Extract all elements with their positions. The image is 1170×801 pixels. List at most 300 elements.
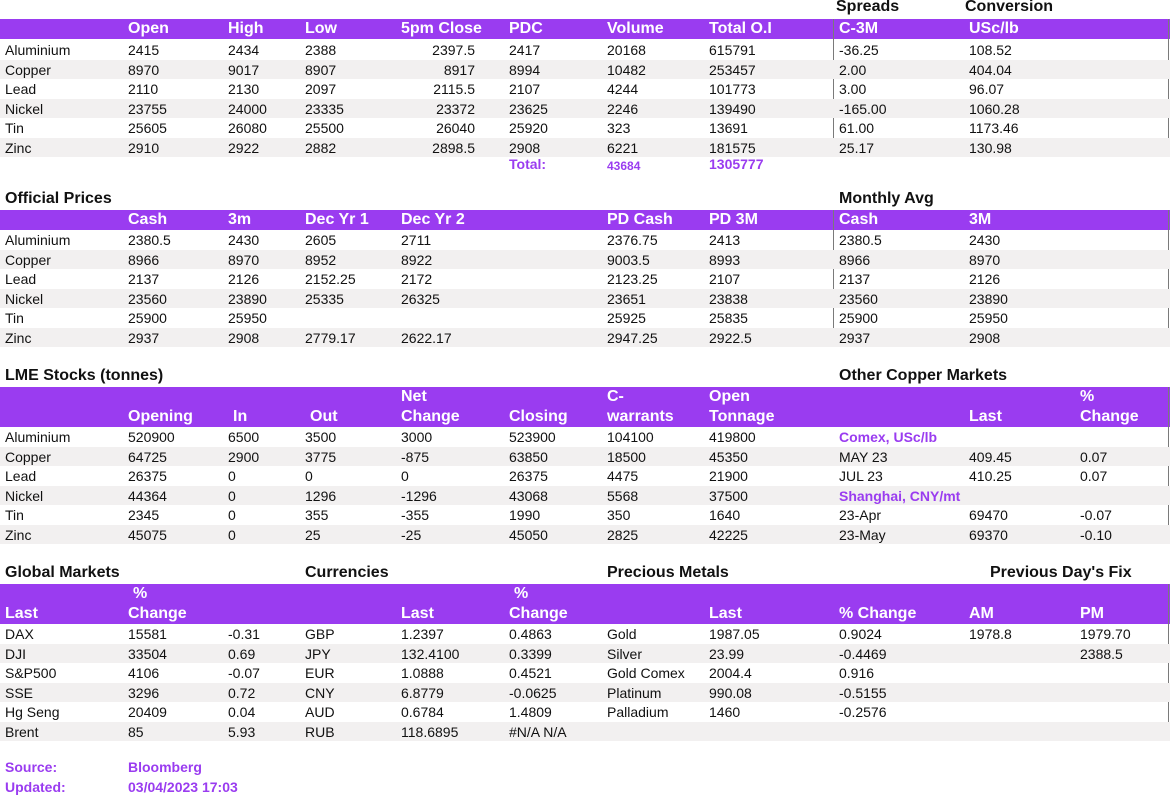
cash-price: 25900 xyxy=(128,310,167,326)
currency-name: CNY xyxy=(305,684,335,701)
in-stock: 0 xyxy=(228,526,236,543)
metal-last: 1987.05 xyxy=(709,626,760,642)
low-value: 2097 xyxy=(305,81,337,97)
global-market-row xyxy=(0,624,1170,644)
low-value: 23335 xyxy=(305,100,344,117)
dec-yr-2-price: 2711 xyxy=(401,232,432,248)
pd-cash-price: 2947.25 xyxy=(607,329,658,346)
metal-name: Copper xyxy=(5,251,51,268)
col-header-pdc: PDC xyxy=(509,20,543,37)
dec-yr-2-price: 8922 xyxy=(401,251,433,268)
in-stock: 0 xyxy=(228,507,236,523)
opening-stock: 26375 xyxy=(128,468,167,484)
monthly-3m-avg: 23890 xyxy=(969,290,1008,307)
c-3m-spread: -36.25 xyxy=(839,42,879,58)
3m-price: 23890 xyxy=(228,290,267,307)
in-stock: 2900 xyxy=(228,448,260,465)
currency-last: 1.0888 xyxy=(401,665,444,681)
index-name: DJI xyxy=(5,645,26,662)
currency-name: GBP xyxy=(305,626,335,642)
global-market-row xyxy=(0,722,1170,742)
high-value: 2130 xyxy=(228,81,260,97)
dec-yr-1-price: 2779.17 xyxy=(305,329,356,346)
stocks-header-band xyxy=(0,387,1170,427)
total-open-interest: 1305777 xyxy=(709,156,764,172)
open-tonnage: 419800 xyxy=(709,429,756,445)
official-price-row xyxy=(0,230,1170,250)
metal-name: Zinc xyxy=(5,526,32,543)
summary-row xyxy=(0,60,1170,80)
monthly-3m-avg: 25950 xyxy=(969,310,1008,326)
index-name: Brent xyxy=(5,723,39,740)
col-header-monthly-3m: 3M xyxy=(969,211,992,228)
total-oi-value: 139490 xyxy=(709,100,756,117)
index-change: 0.69 xyxy=(228,645,256,662)
col-header-high: High xyxy=(228,20,264,37)
col-header-pm: PM xyxy=(1080,605,1104,622)
stock-row xyxy=(0,525,1170,545)
currency-change: 0.3399 xyxy=(509,645,552,662)
index-last: 4106 xyxy=(128,665,160,681)
currency-name: JPY xyxy=(305,645,331,662)
c-3m-spread: 2.00 xyxy=(839,61,867,78)
low-value: 2388 xyxy=(305,42,337,58)
metal-name: Zinc xyxy=(5,329,32,346)
metal-name: Gold Comex xyxy=(607,665,685,681)
col-header-am: AM xyxy=(969,605,994,622)
monthly-cash-avg: 8966 xyxy=(839,251,871,268)
net-change: -1296 xyxy=(401,487,437,504)
currency-last: 1.2397 xyxy=(401,626,444,642)
pd-3m-price: 8993 xyxy=(709,251,741,268)
global-market-row xyxy=(0,702,1170,722)
other-market-label: 23-Apr xyxy=(839,507,882,523)
index-name: Hg Seng xyxy=(5,704,60,720)
col-header-total-oi: Total O.I xyxy=(709,20,772,37)
metal-name: Palladium xyxy=(607,704,669,720)
col-header-metal-change: % Change xyxy=(839,605,917,622)
metal-name: Tin xyxy=(5,120,24,136)
usc-lb-value: 1173.46 xyxy=(969,120,1019,136)
previous-fix-title: Previous Day's Fix xyxy=(990,564,1132,581)
other-market-change: 0.07 xyxy=(1080,448,1108,465)
open-value: 2910 xyxy=(128,139,160,156)
open-tonnage: 21900 xyxy=(709,468,748,484)
col-header-dec-yr-1: Dec Yr 1 xyxy=(305,211,369,228)
net-change: -25 xyxy=(401,526,422,543)
high-value: 24000 xyxy=(228,100,267,117)
metal-last: 2004.4 xyxy=(709,665,752,681)
usc-lb-value: 108.52 xyxy=(969,42,1012,58)
col-header-metal-last: Last xyxy=(709,605,742,622)
col-header-closing: Closing xyxy=(509,408,568,425)
other-market-change: 0.07 xyxy=(1080,468,1108,484)
lme-stocks-title: LME Stocks (tonnes) xyxy=(5,367,164,384)
currency-last: 118.6895 xyxy=(401,723,459,740)
cash-price: 2380.5 xyxy=(128,232,171,248)
dec-yr-1-price: 2152.25 xyxy=(305,271,356,287)
source-value: Bloomberg xyxy=(128,759,202,775)
summary-row xyxy=(0,99,1170,119)
net-change: 3000 xyxy=(401,429,433,445)
opening-stock: 44364 xyxy=(128,487,167,504)
open-value: 2415 xyxy=(128,42,160,58)
col-header-open: Open xyxy=(128,20,169,37)
currencies-title: Currencies xyxy=(305,564,389,581)
fix-pm: 1979.70 xyxy=(1080,626,1131,642)
currency-last: 132.4100 xyxy=(401,645,460,662)
col-header-fx-last: Last xyxy=(401,605,434,622)
low-value: 25500 xyxy=(305,120,344,136)
usc-lb-value: 96.07 xyxy=(969,81,1005,97)
close-5pm-value: 23372 xyxy=(436,100,475,117)
volume-value: 4244 xyxy=(607,81,639,97)
metal-change: -0.2576 xyxy=(839,704,887,720)
open-value: 8970 xyxy=(128,61,160,78)
pd-3m-price: 2413 xyxy=(709,232,741,248)
stock-row xyxy=(0,447,1170,467)
volume-value: 10482 xyxy=(607,61,646,78)
summary-row xyxy=(0,79,1170,99)
c-warrants: 350 xyxy=(607,507,631,523)
dec-yr-2-price: 2172 xyxy=(401,271,433,287)
in-stock: 6500 xyxy=(228,429,260,445)
out-stock: 0 xyxy=(305,468,313,484)
col-header-monthly-cash: Cash xyxy=(839,211,879,228)
closing-stock: 523900 xyxy=(509,429,556,445)
open-value: 25605 xyxy=(128,120,167,136)
index-last: 85 xyxy=(128,723,144,740)
metal-name: Nickel xyxy=(5,290,44,307)
summary-row xyxy=(0,138,1170,158)
metal-name: Platinum xyxy=(607,684,662,701)
monthly-cash-avg: 2137 xyxy=(839,271,871,287)
monthly-cash-avg: 2380.5 xyxy=(839,232,882,248)
fix-am: 1978.8 xyxy=(969,626,1012,642)
col-header-cash: Cash xyxy=(128,211,168,228)
col-header-low: Low xyxy=(305,20,337,37)
col-header-tonnage: Tonnage xyxy=(709,408,775,425)
updated-value: 03/04/2023 17:03 xyxy=(128,779,238,795)
metal-name: Copper xyxy=(5,61,51,78)
c-warrants: 4475 xyxy=(607,468,639,484)
3m-price: 2908 xyxy=(228,329,260,346)
index-last: 33504 xyxy=(128,645,167,662)
other-market-last: 409.45 xyxy=(969,448,1012,465)
currency-name: EUR xyxy=(305,665,335,681)
c-3m-spread: 25.17 xyxy=(839,139,875,156)
other-market-last: 410.25 xyxy=(969,468,1012,484)
summary-row xyxy=(0,118,1170,138)
other-market-last: 69470 xyxy=(969,507,1008,523)
dec-yr-1-price: 25335 xyxy=(305,290,344,307)
cash-price: 2137 xyxy=(128,271,160,287)
metal-name: Nickel xyxy=(5,100,44,117)
pdc-value: 8994 xyxy=(509,61,541,78)
monthly-3m-avg: 8970 xyxy=(969,251,1001,268)
metal-name: Silver xyxy=(607,645,643,662)
close-5pm-value: 2898.5 xyxy=(432,139,475,156)
metal-name: Tin xyxy=(5,310,24,326)
col-header-in: In xyxy=(233,408,248,425)
total-oi-value: 181575 xyxy=(709,139,756,156)
stock-row xyxy=(0,505,1170,525)
col-header-5pm-close: 5pm Close xyxy=(401,20,482,37)
index-name: S&P500 xyxy=(5,665,57,681)
cash-price: 2937 xyxy=(128,329,160,346)
c-warrants: 104100 xyxy=(607,429,654,445)
col-header-pd-cash: PD Cash xyxy=(607,211,673,228)
dec-yr-2-price: 2622.17 xyxy=(401,329,452,346)
col-header-out: Out xyxy=(310,408,338,425)
other-market-change: -0.07 xyxy=(1080,507,1112,523)
currency-last: 6.8779 xyxy=(401,684,444,701)
closing-stock: 1990 xyxy=(509,507,541,523)
cash-price: 23560 xyxy=(128,290,167,307)
volume-value: 323 xyxy=(607,120,631,136)
metal-name: Gold xyxy=(607,626,637,642)
official-price-row xyxy=(0,250,1170,270)
open-tonnage: 42225 xyxy=(709,526,748,543)
low-value: 2882 xyxy=(305,139,337,156)
col-header-fx-change: Change xyxy=(509,605,568,622)
fix-pm: 2388.5 xyxy=(1080,645,1123,662)
stock-row xyxy=(0,427,1170,447)
col-header-percent-top: % xyxy=(1080,388,1095,405)
col-header-change: Change xyxy=(401,408,460,425)
out-stock: 3775 xyxy=(305,448,337,465)
metal-last: 1460 xyxy=(709,704,741,720)
closing-stock: 26375 xyxy=(509,468,548,484)
in-stock: 0 xyxy=(228,468,236,484)
other-market-label: JUL 23 xyxy=(839,468,883,484)
3m-price: 2126 xyxy=(228,271,260,287)
metal-name: Lead xyxy=(5,271,37,287)
col-header-warrants: warrants xyxy=(607,408,674,425)
out-stock: 25 xyxy=(305,526,321,543)
global-market-row xyxy=(0,644,1170,664)
col-header-percent-top: % xyxy=(133,585,148,602)
other-market-label: MAY 23 xyxy=(839,448,888,465)
currency-change: #N/A N/A xyxy=(509,723,567,740)
opening-stock: 64725 xyxy=(128,448,167,465)
currency-name: RUB xyxy=(305,723,335,740)
col-header-other-change: Change xyxy=(1080,408,1139,425)
col-header-usc-lb: USc/lb xyxy=(969,20,1019,37)
opening-stock: 2345 xyxy=(128,507,160,523)
usc-lb-value: 404.04 xyxy=(969,61,1012,78)
pd-cash-price: 25925 xyxy=(607,310,646,326)
index-last: 3296 xyxy=(128,684,160,701)
other-market-label: Comex, USc/lb xyxy=(839,429,938,445)
open-value: 2110 xyxy=(128,81,159,97)
monthly-cash-avg: 25900 xyxy=(839,310,878,326)
metal-change: 0.916 xyxy=(839,665,875,681)
out-stock: 3500 xyxy=(305,429,337,445)
total-oi-value: 101773 xyxy=(709,81,756,97)
official-price-row xyxy=(0,308,1170,328)
metal-name: Aluminium xyxy=(5,42,71,58)
index-change: -0.31 xyxy=(228,626,260,642)
metal-change: 0.9024 xyxy=(839,626,882,642)
net-change: 0 xyxy=(401,468,409,484)
official-prices-title: Official Prices xyxy=(5,190,112,207)
col-header-c-3m: C-3M xyxy=(839,20,879,37)
net-change: -355 xyxy=(401,507,430,523)
total-volume: 43684 xyxy=(607,159,641,173)
c-3m-spread: 3.00 xyxy=(839,81,867,97)
index-name: SSE xyxy=(5,684,34,701)
metal-name: Nickel xyxy=(5,487,44,504)
pdc-value: 23625 xyxy=(509,100,548,117)
metal-name: Copper xyxy=(5,448,51,465)
metal-name: Lead xyxy=(5,81,37,97)
currency-change: 1.4809 xyxy=(509,704,552,720)
pdc-value: 25920 xyxy=(509,120,548,136)
conversion-group-header: Conversion xyxy=(965,0,1054,15)
dec-yr-1-price: 2605 xyxy=(305,232,337,248)
metal-name: Zinc xyxy=(5,139,32,156)
currency-change: 0.4521 xyxy=(509,665,552,681)
close-5pm-value: 8917 xyxy=(443,61,475,78)
high-value: 9017 xyxy=(228,61,260,78)
global-header-band xyxy=(0,584,1170,624)
usc-lb-value: 130.98 xyxy=(969,139,1012,156)
global-market-row xyxy=(0,683,1170,703)
monthly-3m-avg: 2126 xyxy=(969,271,1001,287)
pd-3m-price: 23838 xyxy=(709,290,748,307)
col-header-pd-3m: PD 3M xyxy=(709,211,758,228)
col-header-c: C- xyxy=(607,388,624,405)
other-market-last: 69370 xyxy=(969,526,1008,543)
out-stock: 355 xyxy=(305,507,329,523)
3m-price: 25950 xyxy=(228,310,267,326)
official-header-band xyxy=(0,210,1170,230)
col-header-percent-top: % xyxy=(514,585,529,602)
monthly-avg-title: Monthly Avg xyxy=(839,190,934,207)
monthly-cash-avg: 2937 xyxy=(839,329,871,346)
currency-name: AUD xyxy=(305,704,335,720)
pd-cash-price: 23651 xyxy=(607,290,646,307)
monthly-3m-avg: 2430 xyxy=(969,232,1001,248)
volume-value: 2246 xyxy=(607,100,639,117)
open-tonnage: 45350 xyxy=(709,448,748,465)
other-copper-title: Other Copper Markets xyxy=(839,367,1008,384)
currency-change: -0.0625 xyxy=(509,684,557,701)
out-stock: 1296 xyxy=(305,487,337,504)
summary-header-band xyxy=(0,19,1170,39)
metal-name: Aluminium xyxy=(5,232,71,248)
pd-3m-price: 2922.5 xyxy=(709,329,752,346)
index-change: 0.04 xyxy=(228,704,256,720)
index-change: 0.72 xyxy=(228,684,256,701)
open-value: 23755 xyxy=(128,100,167,117)
metal-name: Tin xyxy=(5,507,24,523)
global-markets-title: Global Markets xyxy=(5,564,120,581)
total-oi-value: 615791 xyxy=(709,42,756,58)
index-last: 20409 xyxy=(128,704,167,720)
pdc-value: 2908 xyxy=(509,139,541,156)
metal-last: 990.08 xyxy=(709,684,752,701)
other-market-label: Shanghai, CNY/mt xyxy=(839,487,961,504)
c-warrants: 2825 xyxy=(607,526,639,543)
stock-row xyxy=(0,466,1170,486)
index-change: 5.93 xyxy=(228,723,256,740)
opening-stock: 520900 xyxy=(128,429,175,445)
official-price-row xyxy=(0,289,1170,309)
total-oi-value: 13691 xyxy=(709,120,748,136)
high-value: 2922 xyxy=(228,139,260,156)
open-tonnage: 1640 xyxy=(709,507,741,523)
pdc-value: 2417 xyxy=(509,42,541,58)
close-5pm-value: 2115.5 xyxy=(433,81,475,97)
col-header-other-last: Last xyxy=(969,408,1002,425)
global-market-row xyxy=(0,663,1170,683)
closing-stock: 63850 xyxy=(509,448,548,465)
currency-change: 0.4863 xyxy=(509,626,552,642)
pd-3m-price: 2107 xyxy=(709,271,741,287)
in-stock: 0 xyxy=(228,487,236,504)
close-5pm-value: 26040 xyxy=(436,120,475,136)
pd-cash-price: 9003.5 xyxy=(607,251,650,268)
closing-stock: 45050 xyxy=(509,526,548,543)
col-header-open-top: Open xyxy=(709,388,750,405)
dec-yr-2-price: 26325 xyxy=(401,290,440,307)
updated-label: Updated: xyxy=(5,779,66,795)
close-5pm-value: 2397.5 xyxy=(432,42,475,58)
opening-stock: 45075 xyxy=(128,526,167,543)
monthly-3m-avg: 2908 xyxy=(969,329,1001,346)
monthly-cash-avg: 23560 xyxy=(839,290,878,307)
metal-last: 23.99 xyxy=(709,645,745,662)
total-oi-value: 253457 xyxy=(709,61,756,78)
official-price-row xyxy=(0,269,1170,289)
spreads-group-header: Spreads xyxy=(836,0,900,15)
open-tonnage: 37500 xyxy=(709,487,748,504)
3m-price: 8970 xyxy=(228,251,260,268)
index-change: -0.07 xyxy=(228,665,260,681)
pd-cash-price: 2123.25 xyxy=(607,271,658,287)
index-name: DAX xyxy=(5,626,34,642)
other-market-change: -0.10 xyxy=(1080,526,1112,543)
c-3m-spread: -165.00 xyxy=(839,100,887,117)
volume-value: 6221 xyxy=(607,139,639,156)
source-label: Source: xyxy=(5,759,58,775)
col-header-3m: 3m xyxy=(228,211,252,228)
official-price-row xyxy=(0,328,1170,348)
pdc-value: 2107 xyxy=(509,81,541,97)
pd-3m-price: 25835 xyxy=(709,310,748,326)
col-header-dec-yr-2: Dec Yr 2 xyxy=(401,211,465,228)
col-header-index-last: Last xyxy=(5,605,38,622)
stock-row xyxy=(0,486,1170,506)
precious-metals-title: Precious Metals xyxy=(607,564,729,581)
currency-last: 0.6784 xyxy=(401,704,444,720)
usc-lb-value: 1060.28 xyxy=(969,100,1020,117)
index-last: 15581 xyxy=(128,626,167,642)
metal-change: -0.4469 xyxy=(839,645,887,662)
col-header-net: Net xyxy=(401,388,427,405)
metal-name: Aluminium xyxy=(5,429,71,445)
low-value: 8907 xyxy=(305,61,337,78)
c-warrants: 18500 xyxy=(607,448,646,465)
3m-price: 2430 xyxy=(228,232,260,248)
net-change: -875 xyxy=(401,448,430,465)
col-header-index-change: Change xyxy=(128,605,187,622)
col-header-opening: Opening xyxy=(128,408,193,425)
cash-price: 8966 xyxy=(128,251,160,268)
metal-change: -0.5155 xyxy=(839,684,887,701)
